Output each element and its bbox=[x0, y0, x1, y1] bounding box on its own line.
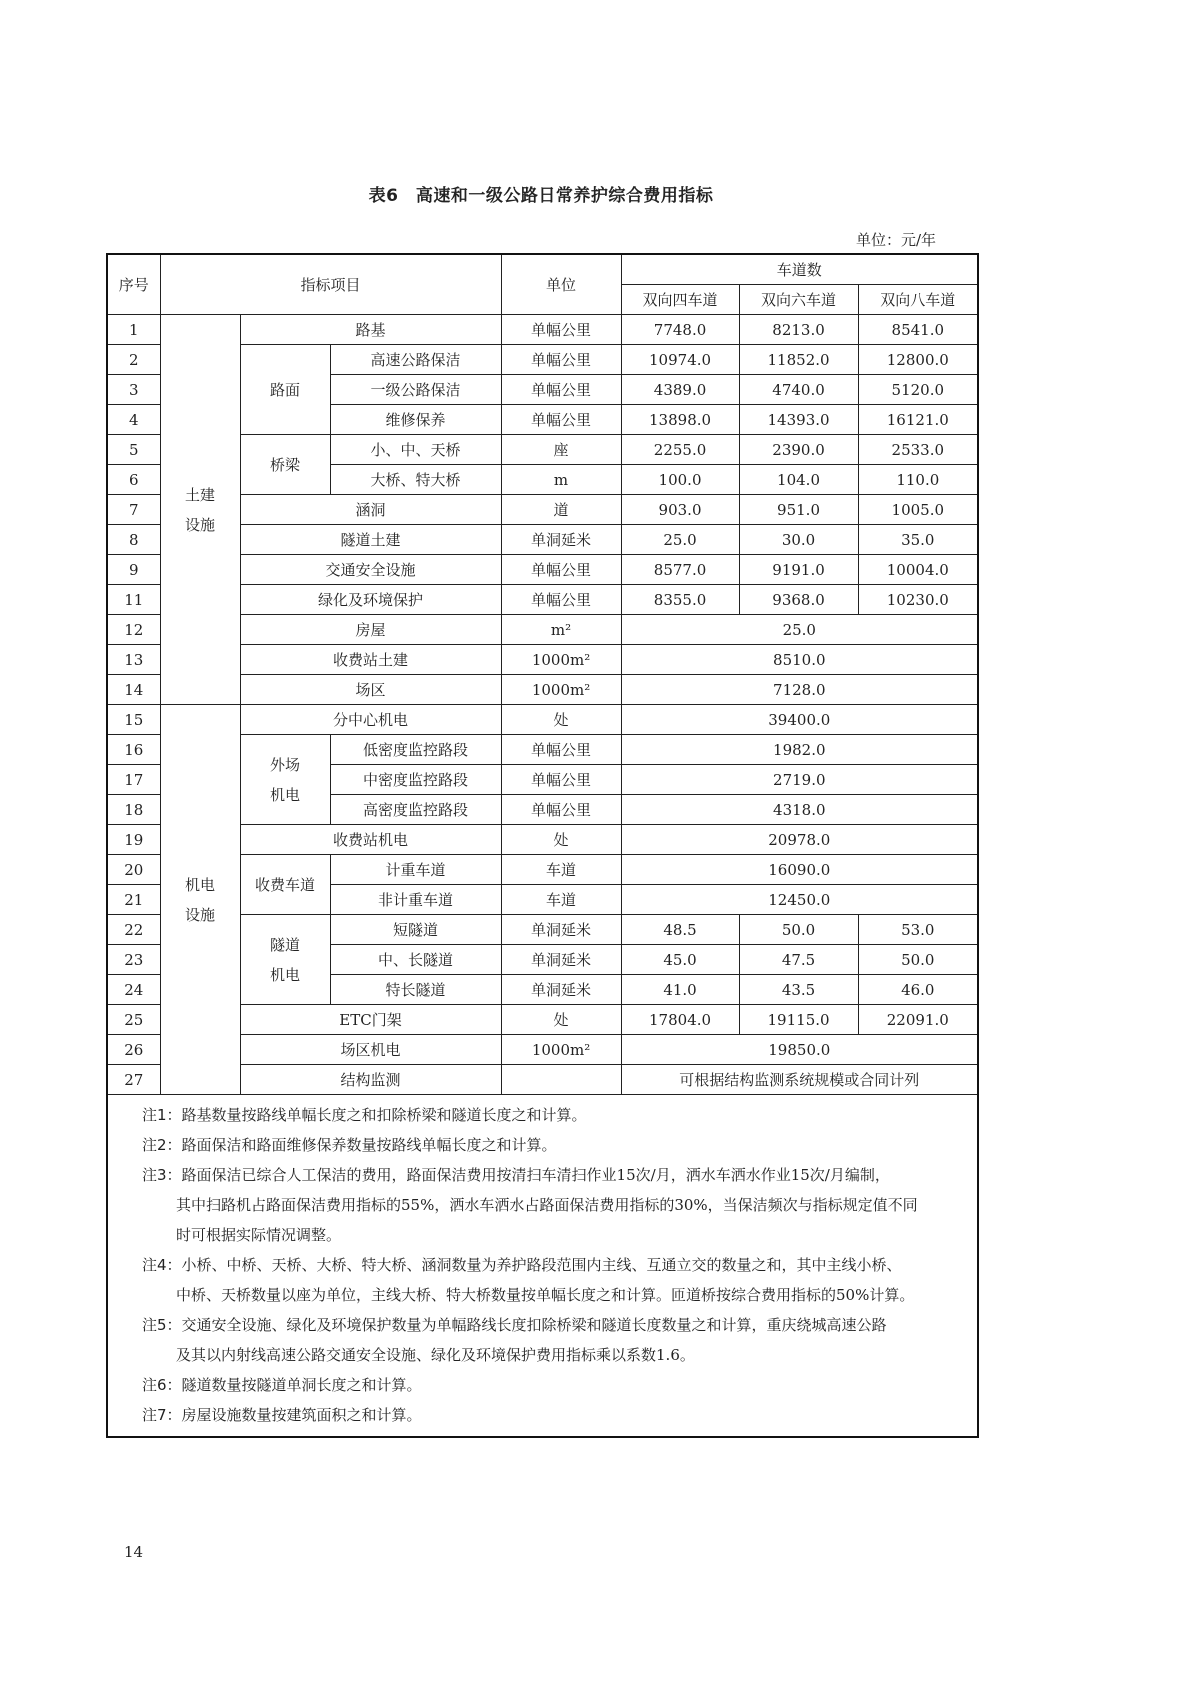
value-lane-6: 951.0 bbox=[739, 495, 858, 525]
note-line bbox=[142, 1220, 977, 1250]
row-number: 15 bbox=[107, 705, 160, 735]
item-name: 低密度监控路段 bbox=[330, 735, 501, 765]
value-lane-4: 100.0 bbox=[621, 465, 739, 495]
note-line bbox=[142, 1160, 977, 1190]
item-unit bbox=[501, 1065, 621, 1095]
row-number: 24 bbox=[107, 975, 160, 1005]
value-lane-6: 43.5 bbox=[739, 975, 858, 1005]
header-lanes-group: 车道数 bbox=[621, 254, 978, 285]
value-lane-6: 9368.0 bbox=[739, 585, 858, 615]
row-number: 5 bbox=[107, 435, 160, 465]
row-number: 11 bbox=[107, 585, 160, 615]
item-name: 中、长隧道 bbox=[330, 945, 501, 975]
note-text: 时可根据实际情况调整。 bbox=[176, 1226, 342, 1244]
item-unit: 单洞延米 bbox=[501, 525, 621, 555]
header-lane-6: 双向六车道 bbox=[739, 285, 858, 315]
item-unit: m² bbox=[501, 615, 621, 645]
value-lane-6: 104.0 bbox=[739, 465, 858, 495]
notes-row bbox=[107, 1095, 978, 1438]
value-lane-4: 8577.0 bbox=[621, 555, 739, 585]
row-number: 2 bbox=[107, 345, 160, 375]
item-name: 短隧道 bbox=[330, 915, 501, 945]
item-name: 高密度监控路段 bbox=[330, 795, 501, 825]
value-lane-8: 16121.0 bbox=[858, 405, 978, 435]
row-number: 18 bbox=[107, 795, 160, 825]
row-number: 27 bbox=[107, 1065, 160, 1095]
value-lane-8: 5120.0 bbox=[858, 375, 978, 405]
value-lane-8: 110.0 bbox=[858, 465, 978, 495]
unit-note: 单位：元/年 bbox=[855, 231, 936, 249]
note-tag: 注1： bbox=[142, 1106, 182, 1124]
value-lane-4: 48.5 bbox=[621, 915, 739, 945]
note-text: 路面保洁已综合人工保洁的费用，路面保洁费用按清扫车清扫作业15次/月，洒水车洒水作业15次/月编制， bbox=[181, 1166, 890, 1184]
item-name: 分中心机电 bbox=[240, 705, 501, 735]
value-all-lanes: 19850.0 bbox=[621, 1035, 978, 1065]
note-text: 小桥、中桥、天桥、大桥、特大桥、涵洞数量为养护路段范围内主线、互通立交的数量之和，其中主线小桥、 bbox=[181, 1256, 902, 1274]
item-name: 房屋 bbox=[240, 615, 501, 645]
row-number: 22 bbox=[107, 915, 160, 945]
value-all-lanes: 4318.0 bbox=[621, 795, 978, 825]
row-number: 6 bbox=[107, 465, 160, 495]
value-lane-6: 8213.0 bbox=[739, 315, 858, 345]
value-all-lanes: 20978.0 bbox=[621, 825, 978, 855]
value-lane-6: 47.5 bbox=[739, 945, 858, 975]
note-line bbox=[142, 1400, 977, 1430]
value-all-lanes: 39400.0 bbox=[621, 705, 978, 735]
value-lane-6: 14393.0 bbox=[739, 405, 858, 435]
item-name: 一级公路保洁 bbox=[330, 375, 501, 405]
item-unit: 单洞延米 bbox=[501, 945, 621, 975]
item-name: 隧道土建 bbox=[240, 525, 501, 555]
cost-index-table-container bbox=[106, 253, 977, 1438]
row-number: 23 bbox=[107, 945, 160, 975]
item-unit: 车道 bbox=[501, 885, 621, 915]
value-lane-4: 7748.0 bbox=[621, 315, 739, 345]
item-unit: 1000m² bbox=[501, 675, 621, 705]
table-row bbox=[107, 705, 978, 735]
note-text: 路面保洁和路面维修保养数量按路线单幅长度之和计算。 bbox=[181, 1136, 557, 1154]
row-number: 13 bbox=[107, 645, 160, 675]
note-line bbox=[142, 1340, 977, 1370]
item-name: 绿化及环境保护 bbox=[240, 585, 501, 615]
value-all-lanes: 12450.0 bbox=[621, 885, 978, 915]
item-unit: 道 bbox=[501, 495, 621, 525]
row-number: 14 bbox=[107, 675, 160, 705]
header-seq: 序号 bbox=[107, 254, 160, 315]
category-civil-line: 设施 bbox=[184, 515, 215, 534]
value-lane-4: 17804.0 bbox=[621, 1005, 739, 1035]
note-text: 其中扫路机占路面保洁费用指标的55%，洒水车洒水占路面保洁费用指标的30%，当保洁频次与指标规定值不同 bbox=[176, 1196, 918, 1214]
row-number: 26 bbox=[107, 1035, 160, 1065]
value-all-lanes: 8510.0 bbox=[621, 645, 978, 675]
item-unit: 1000m² bbox=[501, 645, 621, 675]
item-unit: 单洞延米 bbox=[501, 975, 621, 1005]
note-line bbox=[142, 1280, 977, 1310]
row-number: 7 bbox=[107, 495, 160, 525]
value-all-lanes: 可根据结构监测系统规模或合同计列 bbox=[621, 1065, 978, 1095]
row-number: 16 bbox=[107, 735, 160, 765]
value-lane-8: 12800.0 bbox=[858, 345, 978, 375]
item-name: 交通安全设施 bbox=[240, 555, 501, 585]
item-unit: 单幅公里 bbox=[501, 405, 621, 435]
subgroup-line: 外场 bbox=[269, 755, 300, 774]
table-header bbox=[107, 254, 978, 315]
value-all-lanes: 7128.0 bbox=[621, 675, 978, 705]
value-lane-8: 46.0 bbox=[858, 975, 978, 1005]
value-lane-8: 10230.0 bbox=[858, 585, 978, 615]
value-lane-8: 1005.0 bbox=[858, 495, 978, 525]
subgroup-pavement: 路面 bbox=[240, 345, 330, 435]
row-number: 8 bbox=[107, 525, 160, 555]
row-number: 17 bbox=[107, 765, 160, 795]
item-unit: 单幅公里 bbox=[501, 315, 621, 345]
note-text: 交通安全设施、绿化及环境保护数量为单幅路线长度扣除桥梁和隧道长度数量之和计算，重庆绕城高速公路 bbox=[181, 1316, 887, 1334]
item-unit: 1000m² bbox=[501, 1035, 621, 1065]
item-unit: 座 bbox=[501, 435, 621, 465]
subgroup-line: 机电 bbox=[269, 965, 300, 984]
subgroup-toll-lane: 收费车道 bbox=[240, 855, 330, 915]
row-number: 25 bbox=[107, 1005, 160, 1035]
table-title: 表6 高速和一级公路日常养护综合费用指标 bbox=[368, 186, 714, 206]
note-text: 路基数量按路线单幅长度之和扣除桥梁和隧道长度之和计算。 bbox=[181, 1106, 587, 1124]
note-tag: 注5： bbox=[142, 1316, 182, 1334]
value-lane-8: 22091.0 bbox=[858, 1005, 978, 1035]
category-mech-line: 设施 bbox=[184, 905, 215, 924]
category-civil-line: 土建 bbox=[184, 485, 215, 504]
note-tag: 注4： bbox=[142, 1256, 182, 1274]
row-number: 21 bbox=[107, 885, 160, 915]
value-lane-4: 45.0 bbox=[621, 945, 739, 975]
value-all-lanes: 16090.0 bbox=[621, 855, 978, 885]
item-unit: 单幅公里 bbox=[501, 345, 621, 375]
subgroup-bridge: 桥梁 bbox=[240, 435, 330, 495]
item-name: 收费站土建 bbox=[240, 645, 501, 675]
item-name: ETC门架 bbox=[240, 1005, 501, 1035]
value-lane-6: 19115.0 bbox=[739, 1005, 858, 1035]
row-number: 12 bbox=[107, 615, 160, 645]
value-lane-4: 13898.0 bbox=[621, 405, 739, 435]
item-unit: m bbox=[501, 465, 621, 495]
value-lane-8: 50.0 bbox=[858, 945, 978, 975]
value-lane-6: 11852.0 bbox=[739, 345, 858, 375]
value-lane-8: 2533.0 bbox=[858, 435, 978, 465]
subgroup-tunnel-mech bbox=[240, 915, 330, 1005]
value-all-lanes: 2719.0 bbox=[621, 765, 978, 795]
value-lane-8: 8541.0 bbox=[858, 315, 978, 345]
value-lane-4: 41.0 bbox=[621, 975, 739, 1005]
value-all-lanes: 1982.0 bbox=[621, 735, 978, 765]
row-number: 20 bbox=[107, 855, 160, 885]
note-line bbox=[142, 1250, 977, 1280]
note-tag: 注7： bbox=[142, 1406, 182, 1424]
row-number: 19 bbox=[107, 825, 160, 855]
notes bbox=[107, 1095, 978, 1438]
note-text: 房屋设施数量按建筑面积之和计算。 bbox=[181, 1406, 422, 1424]
item-name: 非计重车道 bbox=[330, 885, 501, 915]
value-lane-4: 25.0 bbox=[621, 525, 739, 555]
subgroup-line: 隧道 bbox=[269, 935, 300, 954]
item-unit: 单幅公里 bbox=[501, 795, 621, 825]
note-line bbox=[142, 1370, 977, 1400]
item-unit: 单幅公里 bbox=[501, 735, 621, 765]
item-name: 计重车道 bbox=[330, 855, 501, 885]
value-all-lanes: 25.0 bbox=[621, 615, 978, 645]
note-text: 隧道数量按隧道单洞长度之和计算。 bbox=[181, 1376, 422, 1394]
header-lane-8: 双向八车道 bbox=[858, 285, 978, 315]
value-lane-6: 4740.0 bbox=[739, 375, 858, 405]
item-name: 结构监测 bbox=[240, 1065, 501, 1095]
note-line bbox=[142, 1130, 977, 1160]
header-lane-4: 双向四车道 bbox=[621, 285, 739, 315]
note-tag: 注6： bbox=[142, 1376, 182, 1394]
value-lane-4: 4389.0 bbox=[621, 375, 739, 405]
note-text: 中桥、天桥数量以座为单位，主线大桥、特大桥数量按单幅长度之和计算。匝道桥按综合费用指标的50%计算。 bbox=[176, 1286, 915, 1304]
cost-index-table bbox=[106, 253, 979, 1438]
value-lane-6: 30.0 bbox=[739, 525, 858, 555]
item-name: 中密度监控路段 bbox=[330, 765, 501, 795]
item-name: 大桥、特大桥 bbox=[330, 465, 501, 495]
value-lane-8: 35.0 bbox=[858, 525, 978, 555]
note-line bbox=[142, 1100, 977, 1130]
value-lane-4: 2255.0 bbox=[621, 435, 739, 465]
category-mech-line: 机电 bbox=[184, 875, 215, 894]
value-lane-6: 9191.0 bbox=[739, 555, 858, 585]
item-unit: 处 bbox=[501, 1005, 621, 1035]
item-name: 场区机电 bbox=[240, 1035, 501, 1065]
table-row bbox=[107, 315, 978, 345]
row-number: 9 bbox=[107, 555, 160, 585]
value-lane-8: 53.0 bbox=[858, 915, 978, 945]
value-lane-4: 10974.0 bbox=[621, 345, 739, 375]
note-tag: 注2： bbox=[142, 1136, 182, 1154]
category-mech bbox=[160, 705, 240, 1095]
item-name: 高速公路保洁 bbox=[330, 345, 501, 375]
subgroup-line: 机电 bbox=[269, 785, 300, 804]
value-lane-8: 10004.0 bbox=[858, 555, 978, 585]
note-line bbox=[142, 1310, 977, 1340]
subgroup-field-mech bbox=[240, 735, 330, 825]
value-lane-6: 50.0 bbox=[739, 915, 858, 945]
item-name: 维修保养 bbox=[330, 405, 501, 435]
item-name: 特长隧道 bbox=[330, 975, 501, 1005]
row-number: 1 bbox=[107, 315, 160, 345]
item-unit: 处 bbox=[501, 825, 621, 855]
header-item: 指标项目 bbox=[160, 254, 501, 315]
value-lane-6: 2390.0 bbox=[739, 435, 858, 465]
item-unit: 处 bbox=[501, 705, 621, 735]
item-unit: 单幅公里 bbox=[501, 585, 621, 615]
item-unit: 车道 bbox=[501, 855, 621, 885]
item-unit: 单幅公里 bbox=[501, 765, 621, 795]
item-name: 路基 bbox=[240, 315, 501, 345]
row-number: 3 bbox=[107, 375, 160, 405]
value-lane-4: 8355.0 bbox=[621, 585, 739, 615]
note-text: 及其以内射线高速公路交通安全设施、绿化及环境保护费用指标乘以系数1.6。 bbox=[176, 1346, 695, 1364]
item-unit: 单幅公里 bbox=[501, 555, 621, 585]
item-name: 涵洞 bbox=[240, 495, 501, 525]
page-number: 14 bbox=[124, 1543, 144, 1561]
item-name: 场区 bbox=[240, 675, 501, 705]
note-line bbox=[142, 1190, 977, 1220]
item-name: 小、中、天桥 bbox=[330, 435, 501, 465]
table-body bbox=[107, 315, 978, 1438]
value-lane-4: 903.0 bbox=[621, 495, 739, 525]
item-unit: 单幅公里 bbox=[501, 375, 621, 405]
note-tag: 注3： bbox=[142, 1166, 182, 1184]
header-unit: 单位 bbox=[501, 254, 621, 315]
item-unit: 单洞延米 bbox=[501, 915, 621, 945]
row-number: 4 bbox=[107, 405, 160, 435]
category-civil bbox=[160, 315, 240, 705]
item-name: 收费站机电 bbox=[240, 825, 501, 855]
